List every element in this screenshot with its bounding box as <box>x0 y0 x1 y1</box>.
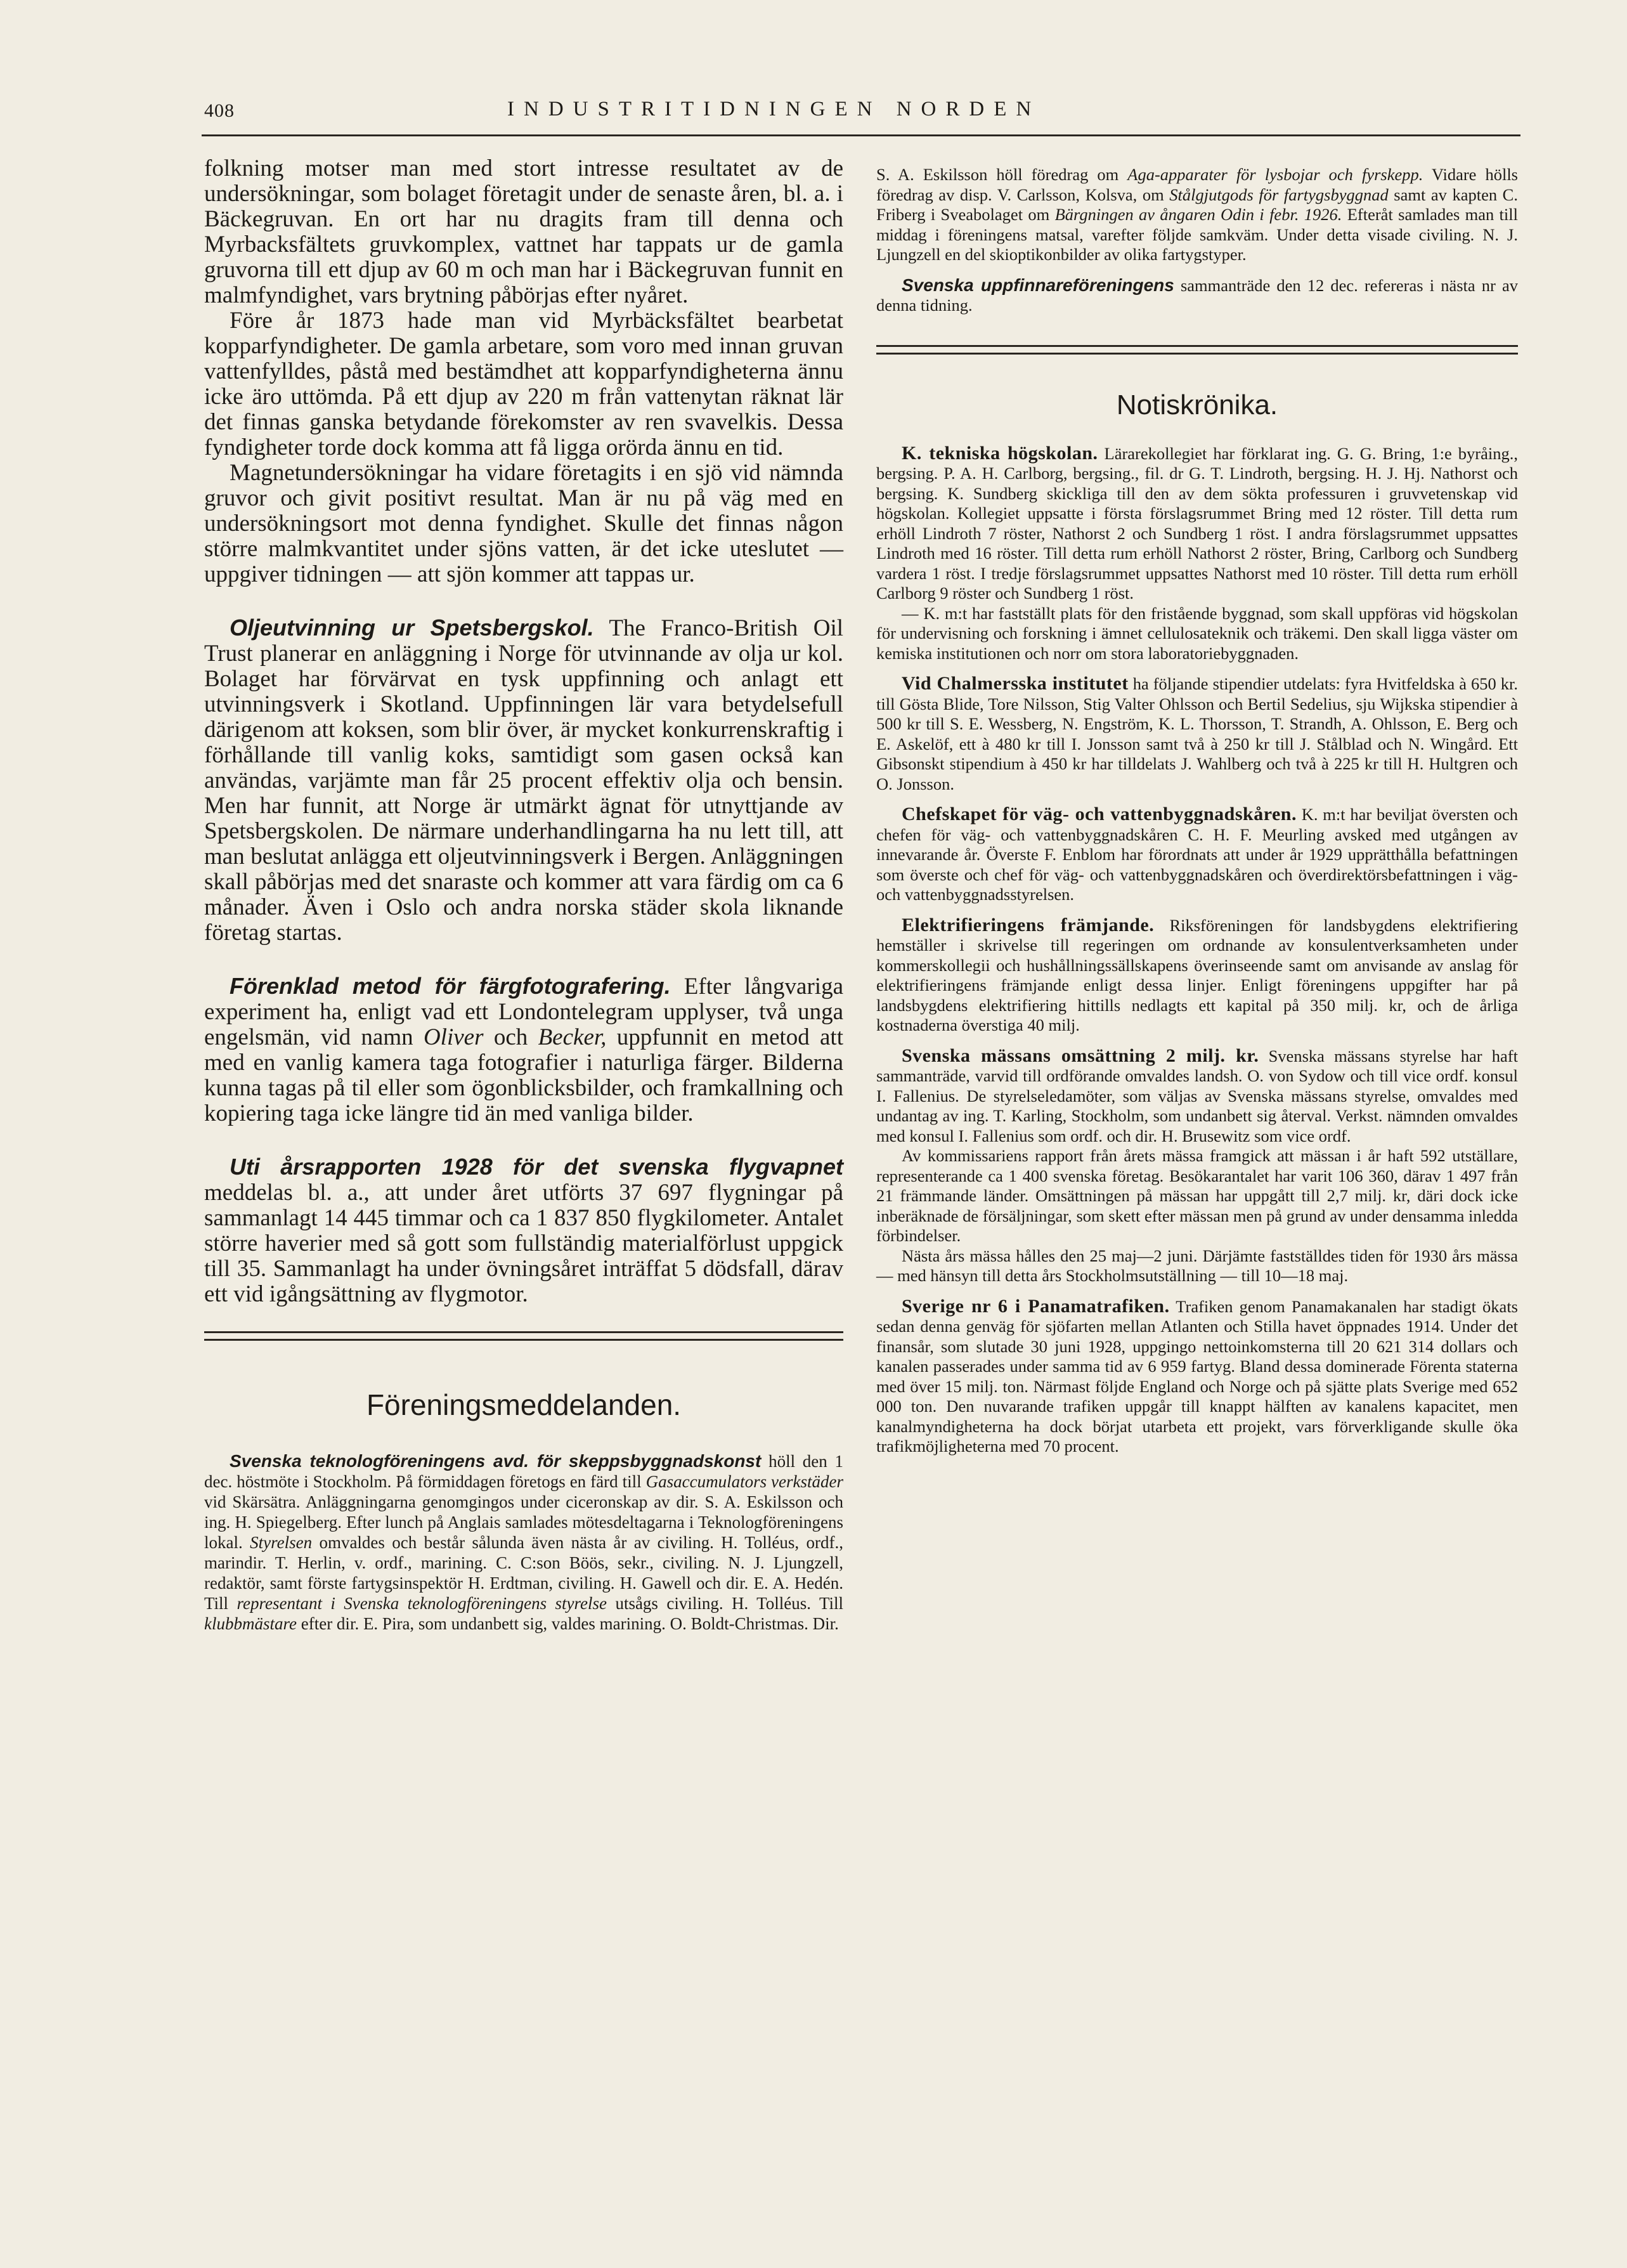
notice-massan-cont: Av kommissariens rapport från årets mässa framgick att mässan i år haft 592 utställare, representerande ca 1 400 svenska företag. Besökarantalet har varit 106 360, därav 1 497 från 21 främmande länder. Omsättningen på mässan har uppgått till 2,7 milj. kr, däri dock icke inberäknade de försäljningar, som skett efter mässan men på grund av under densamma inledda förbindelser. <box>876 1146 1518 1245</box>
notice-chalmers <box>876 674 1518 794</box>
section-divider <box>204 1331 843 1341</box>
notice-emphasis: klubbmästare <box>204 1614 297 1633</box>
notice-text: samt av kapten C. Friberg i Sveabolaget om <box>876 185 1518 224</box>
notice-text: uppfunnit en metod att med en vanlig kamera taga fotografier i naturliga färger. Bilderna kunna tagas på til eller som ögonblicksbilder, och framkallning och kopiering taga icke längre tid än med vanliga bilder. <box>204 1024 843 1126</box>
notice-panama <box>876 1296 1518 1457</box>
notice-heading: Vid Chalmersska institutet <box>902 673 1129 694</box>
notice-elektrifiering <box>876 915 1518 1036</box>
article-paragraph: folkning motser man med stort intresse resultatet av de undersökningar, som bolaget företagit under de senaste åren, bl. a. i Bäckegruvan. En ort har nu dragits fram till denna och Myrbacksfältets gruvkomplex, vattnet har tappats ur de gamla gruvorna till ett djup av 60 m och man har i Bäckegruvan funnit en malmfyndighet, vars brytning påbörjas efter nyåret. <box>204 155 843 308</box>
right-column <box>876 165 1518 1457</box>
notice-text: efter dir. E. Pira, som undanbett sig, valdes marining. O. Boldt-Christmas. Dir. <box>301 1614 839 1633</box>
page-number: 408 <box>204 100 235 121</box>
notice-name: Oliver <box>423 1024 484 1050</box>
section-divider <box>876 345 1518 355</box>
notice-text: S. A. Eskilsson höll föredrag om <box>876 165 1119 184</box>
notice-chefskap <box>876 804 1518 905</box>
notice-text: Efteråt samlades man till middag i föreningens matsal, varefter följde samkväm. Under detta visade civiling. N. J. Ljungzell en del skioptikonbilder av olika fartygstyper. <box>876 205 1518 264</box>
notice-text: Lärarekollegiet har förklarat ing. G. G. Bring, 1:e byråing., bergsing. P. A. H. Carlborg, bergsing., fil. dr G. T. Lindroth, bergsing. H. J. Hj. Nathorst och bergsing. K. Sundberg skickliga till den av dem sökta professuren i gruvvetenskap vid högskolan. Kollegiet uppsatte i första förslagsrummet Bring med 12 röster. Till detta rum erhöll Lindroth 7 röster, Nathorst 2 och Sundberg 1 röst. I andra förslagsrummet uppsattes Lindroth med 16 röster. Till detta rum erhöll Nathorst 2 röster, Bring, Carlborg och Sundberg vardera 1 röst. I tredje förslagsrummet uppsattes Nathorst med 10 röster. Till detta rum erhöll Carlborg 9 röster och Sundberg 1 röst. <box>876 443 1518 603</box>
notice-heading: Sverige nr 6 i Panamatrafiken. <box>902 1295 1170 1317</box>
notice-forening-cont <box>876 165 1518 265</box>
notice-heading: Chefskapet för väg- och vattenbyggnadskåren. <box>902 804 1297 824</box>
header-rule <box>202 134 1520 136</box>
notice-massan <box>876 1046 1518 1147</box>
notice-flyg <box>204 1154 843 1307</box>
section-title: Notiskrönika. <box>1116 389 1278 420</box>
notice-text: K. m:t har beviljat översten och chefen för väg- och vattenbyggnadskåren C. H. F. Meurling avsked med utgången av innevarande år. Överste F. Enblom har förordnats att under år 1929 upprätthålla befattningen som överste och chef för väg- och vattenbyggnadskåren och överdirektörsbefattningen i väg- och vattenbyggnadsstyrelsen. <box>876 805 1519 904</box>
notice-emphasis: Gasaccumulators verkstäder <box>645 1472 844 1491</box>
notice-emphasis: Aga-apparater för lysbojar och fyrskepp. <box>1127 165 1423 184</box>
notice-uppfinnare <box>876 275 1518 316</box>
notice-text: vid Skärsätra. Anläggningarna genomgingos under ciceronskap av dir. S. A. Eskilsson och ing. H. Spiegelberg. Efter lunch på Anglais samlades mötesdeltagarna i Teknologföreningens lokal. <box>204 1492 843 1552</box>
notice-oil <box>204 615 843 946</box>
notice-heading: Förenklad metod för färgfotografering. <box>230 973 671 999</box>
notice-heading: Svenska uppfinnareföreningens <box>902 275 1174 295</box>
notice-heading: Uti årsrapporten 1928 för det svenska flygvapnet <box>230 1154 843 1180</box>
notice-forening <box>204 1451 843 1634</box>
notice-emphasis: Stålgjutgods för fartygsbyggnad <box>1169 185 1389 204</box>
notice-emphasis: Bärgningen av ångaren Odin i febr. 1926. <box>1054 205 1342 224</box>
notice-text: ha följande stipendier utdelats: fyra Hvitfeldska à 650 kr. till Gösta Blide, Tore Nilsson, Stig Valter Ohlsson och Bertil Sedelius, sju Wijkska stipendier à 500 kr till S. E. Wessberg, N. Engström, K. L. Thorsson, T. Strandh, A. Ohlsson, E. Berg och E. Askelöf, ett à 480 kr till I. Jonsson samt två à 250 kr till J. Stålblad och N. Wingård. Ett Gibsonskt stipendium à 450 kr har tilldelats J. Wahlberg och två à 225 kr till H. Hultgren och O. Jonsson. <box>876 674 1518 793</box>
notice-emphasis: representant i Svenska teknologföreningens styrelse <box>237 1594 607 1613</box>
notice-kth-cont: — K. m:t har fastställt plats för den fristående byggnad, som skall uppföras vid högskolan för undervisning och forskning i ämnet cellulosateknik och träkemi. Den skall ligga väster om kemiska institutionen och norr om stora laboratoriebyggnaden. <box>876 603 1518 663</box>
notice-text: sammanträde den 12 dec. refereras i nästa nr av denna tidning. <box>876 275 1518 315</box>
notice-text: höll den 1 dec. höstmöte i Stockholm. På förmiddagen företogs en färd till <box>204 1452 844 1491</box>
notice-heading: Svenska teknologföreningens avd. för skeppsbyggnadskonst <box>230 1451 762 1471</box>
notice-text: utsågs civiling. H. Tolléus. Till <box>615 1594 844 1613</box>
notice-kth <box>876 443 1518 604</box>
notice-massan-cont: Nästa års mässa hålles den 25 maj—2 juni. Därjämte fastställdes tiden för 1930 års mässa — med hänsyn till detta års Stockholmsutställning — till 10—18 maj. <box>876 1246 1518 1285</box>
notice-text: Vidare hölls föredrag av disp. V. Carlsson, Kolsva, om <box>876 165 1518 204</box>
journal-title: INDUSTRITIDNINGEN NORDEN <box>507 98 1041 121</box>
article-paragraph: Magnetundersökningar ha vidare företagits i en sjö vid nämnda gruvor och givit positivt resultat. Man är nu på väg med en undersökningsort mot denna fyndighet. Skulle det finnas någon större malmkvantitet under sjöns vatten, är det icke uteslutet — uppgiver tidningen — att sjön kommer att tappas ur. <box>204 460 843 587</box>
notice-heading: Elektrifieringens främjande. <box>902 914 1155 935</box>
notice-text: Riksföreningen för landsbygdens elektrifiering hemställer i skrivelse till regeringen om ordnande av konsulentverksamheten under kommerskollegii och hushållningssällskapens överinseende samt om anvisande av anslag för elektrifieringens främjande enligt dessa linjer. Enligt föreningens uppgifter har på landsbygdens elektrifiering hittills nedlagts ett kapital på 350 milj. kr, och de årliga kostnaderna överstiga 40 milj. <box>876 915 1519 1034</box>
notice-text: Svenska mässans styrelse har haft sammanträde, varvid till ordförande omvaldes landsh. O. von Sydow och till vice ordf. konsul I. Fallenius. De styrelseledamöter, som väljas av Svenska mässans styrelse, omvaldes med undantag av ing. T. Karling, Stockholm, som undanbett sig återval. Verkst. nämnden omvaldes med konsul I. Fallenius som ordf. och dir. H. Brusewitz som vice ordf. <box>876 1046 1518 1145</box>
notice-text: Trafiken genom Panamakanalen har stadigt ökats sedan denna genväg för sjöfarten mellan Atlanten och Stilla havet öppnades 1914. Under det finansår, som slutade 30 juni 1928, uppgingo nettoinkomsterna till 20 621 314 dollars och kanalen passerades under samma tid av 6 959 fartyg. Bland dessa dominerade Förenta staterna med över 15 milj. ton. Närmast följde England och Norge och på sjätte plats Sverige med 652 000 ton. Den nuvarande trafiken uppgår till knappt hälften av kanalens kapacitet, men kanalmyndigheterna ha dock börjat utarbeta ett projekt, vars förverkligande skulle öka trafikmöjligheterna med 70 procent. <box>876 1296 1518 1456</box>
notice-heading: Svenska mässans omsättning 2 milj. kr. <box>902 1045 1259 1066</box>
notice-heading: K. tekniska högskolan. <box>902 442 1098 464</box>
left-column <box>204 156 843 1634</box>
notice-name: Becker, <box>538 1024 607 1050</box>
article-paragraph: Före år 1873 hade man vid Myrbäcksfältet bearbetat kopparfyndigheter. De gamla arbetare, som voro med innan gruvan vattenfylldes, påstå med bestämdhet att kopparfyndigheterna ännu icke äro uttömda. På ett djup av 220 m från vattenytan räknat lär det finnas ganska betydande förekomster av ren svavelkis. Dessa fyndigheter torde dock komma att få ligga orörda ännu en tid. <box>204 308 843 460</box>
notice-text: omvaldes och består sålunda även nästa år av civiling. H. Tolléus, ordf., marindir. T. Herlin, v. ordf., marining. C. C:son Böös, sekr., civiling. N. J. Ljungzell, redaktör, samt förste fartygsinspektör H. Erdtman, civiling. H. Gawell och dir. E. A. Hedén. Till <box>204 1533 843 1613</box>
section-title: Föreningsmeddelanden. <box>366 1388 682 1421</box>
notice-text: The Franco-British Oil Trust planerar en anläggning i Norge för utvinnande av olja ur kol. Bolaget har förvärvat en tysk uppfinning och anlagt ett utvinningsverk i Skotland. Uppfinningen lär vara betydelsefull därigenom att koksen, som blir över, är mycket konkurrenskraftig i förhållande till vanlig koks, samtidigt som gasen också kan användas, varjämte man får 25 procent effektiv olja och bensin. Men har funnit, att Norge är utmärkt ägnat för utnyttjande av Spetsbergskolen. De närmare underhandlingarna ha nu lett till, att man beslutat anlägga ett oljeutvinningsverk i Bergen. Anläggningen skall påbörjas med det snaraste och kommer att vara färdig om ca 6 månader. Även i Oslo och andra norska städer skola liknande företag startas. <box>204 615 844 946</box>
notice-photo <box>204 974 843 1126</box>
notice-text: Efter långvariga experiment ha, enligt vad ett Londontelegram upplyser, två unga engelsmän, vid namn <box>204 974 843 1050</box>
notice-heading: Oljeutvinning ur Spetsbergskol. <box>230 615 594 641</box>
notice-text: och <box>493 1024 528 1050</box>
notice-text: meddelas bl. a., att under året utförts 37 697 flygningar på sammanlagt 14 445 timmar och ca 1 837 850 flygkilometer. Antalet större haverier med så gott som fullständig materialförlust uppgick till 35. Sammanlagt ha under övningsåret inträffat 5 dödsfall, därav ett vid igångsättning av flygmotor. <box>204 1180 843 1307</box>
notice-emphasis: Styrelsen <box>250 1533 313 1552</box>
